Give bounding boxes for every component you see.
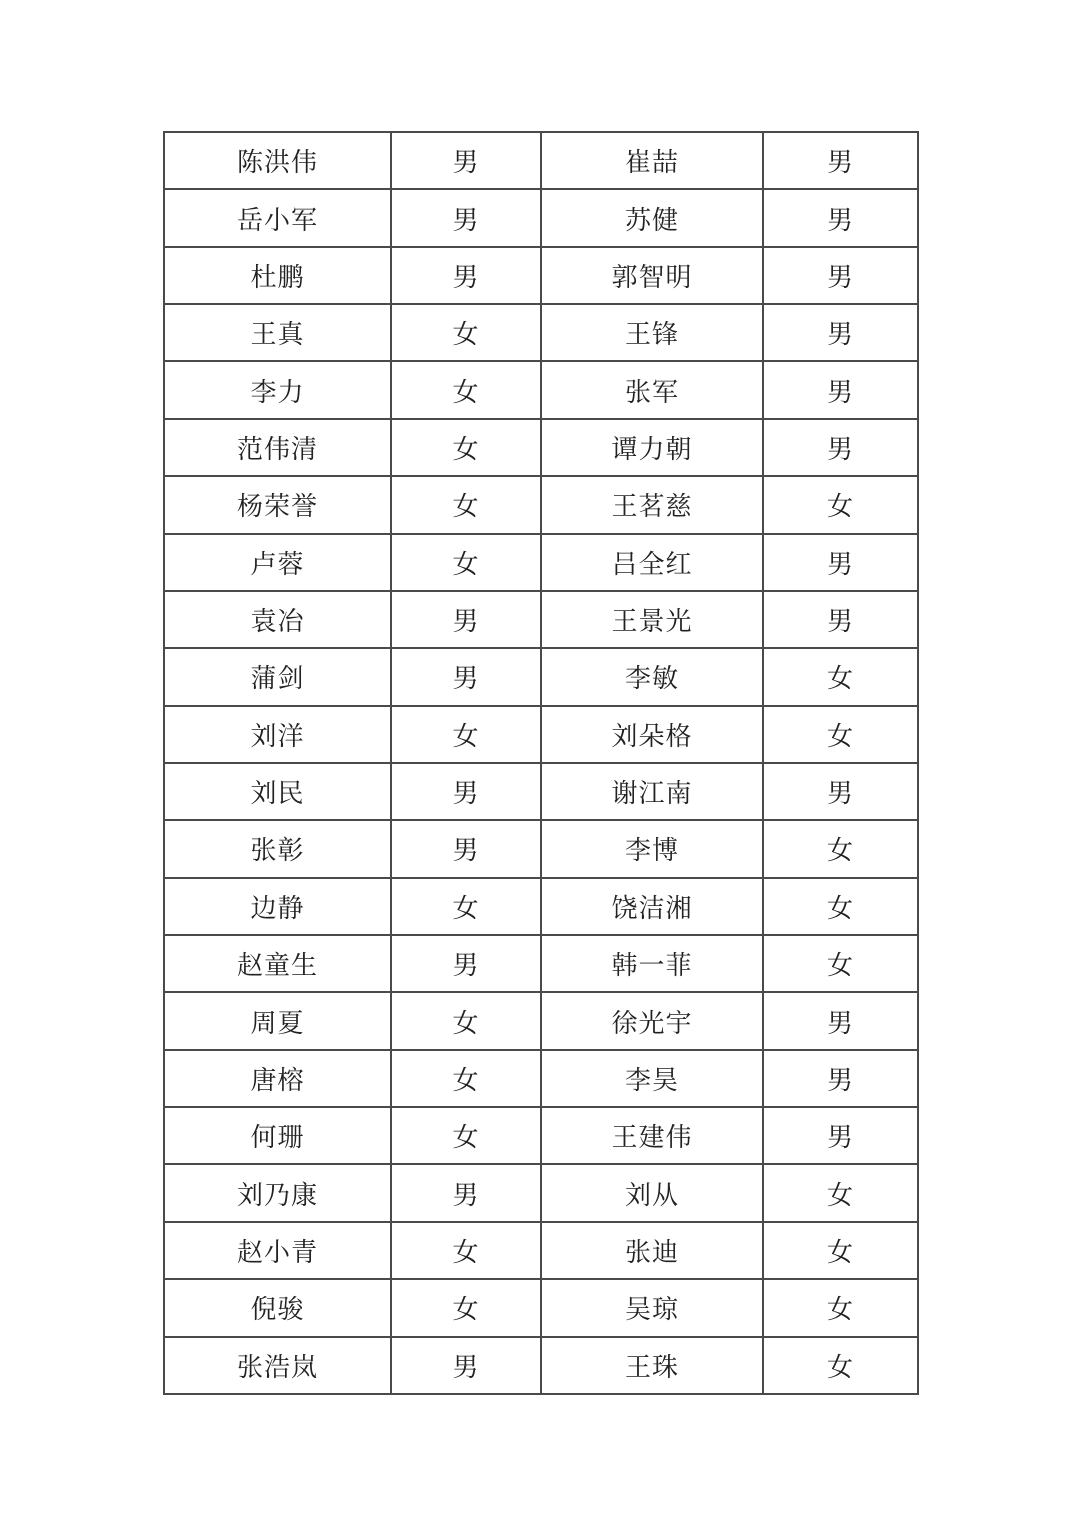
gender-cell: 男	[763, 247, 918, 304]
name-cell: 唐榕	[164, 1050, 391, 1107]
name-cell: 王真	[164, 304, 391, 361]
name-cell: 吴琼	[541, 1279, 763, 1336]
gender-cell: 男	[391, 1164, 541, 1221]
gender-cell: 女	[763, 1337, 918, 1394]
name-cell: 崔喆	[541, 132, 763, 189]
gender-cell: 男	[391, 648, 541, 705]
table-row	[164, 878, 918, 935]
name-cell: 杨荣誉	[164, 476, 391, 533]
gender-cell: 女	[391, 304, 541, 361]
gender-cell: 女	[391, 534, 541, 591]
gender-cell: 女	[763, 1279, 918, 1336]
gender-cell: 男	[763, 304, 918, 361]
name-cell: 周夏	[164, 992, 391, 1049]
gender-cell: 男	[763, 591, 918, 648]
roster-table	[163, 131, 919, 1395]
gender-cell: 女	[391, 1050, 541, 1107]
name-cell: 谭力朝	[541, 419, 763, 476]
table-row	[164, 132, 918, 189]
name-cell: 徐光宇	[541, 992, 763, 1049]
table-row	[164, 304, 918, 361]
gender-cell: 女	[391, 361, 541, 418]
name-cell: 刘朵格	[541, 706, 763, 763]
name-cell: 陈洪伟	[164, 132, 391, 189]
name-cell: 倪骏	[164, 1279, 391, 1336]
name-cell: 李昊	[541, 1050, 763, 1107]
gender-cell: 男	[763, 419, 918, 476]
table-row	[164, 763, 918, 820]
name-cell: 刘洋	[164, 706, 391, 763]
gender-cell: 女	[391, 992, 541, 1049]
table-row	[164, 1050, 918, 1107]
gender-cell: 女	[391, 419, 541, 476]
gender-cell: 男	[763, 763, 918, 820]
name-cell: 韩一菲	[541, 935, 763, 992]
name-cell: 吕全红	[541, 534, 763, 591]
roster-table-body	[164, 132, 918, 1394]
table-row	[164, 820, 918, 877]
name-cell: 饶洁湘	[541, 878, 763, 935]
table-row	[164, 1222, 918, 1279]
table-row	[164, 189, 918, 246]
gender-cell: 男	[391, 820, 541, 877]
table-row	[164, 1279, 918, 1336]
table-row	[164, 1164, 918, 1221]
gender-cell: 女	[391, 1107, 541, 1164]
gender-cell: 女	[391, 1222, 541, 1279]
gender-cell: 男	[763, 361, 918, 418]
name-cell: 刘从	[541, 1164, 763, 1221]
gender-cell: 女	[391, 476, 541, 533]
gender-cell: 女	[763, 706, 918, 763]
name-cell: 何珊	[164, 1107, 391, 1164]
table-row	[164, 591, 918, 648]
name-cell: 蒲剑	[164, 648, 391, 705]
name-cell: 张迪	[541, 1222, 763, 1279]
gender-cell: 男	[391, 935, 541, 992]
gender-cell: 女	[763, 1222, 918, 1279]
gender-cell: 男	[391, 189, 541, 246]
name-cell: 范伟清	[164, 419, 391, 476]
name-cell: 刘乃康	[164, 1164, 391, 1221]
table-row	[164, 648, 918, 705]
name-cell: 王茗慈	[541, 476, 763, 533]
name-cell: 赵小青	[164, 1222, 391, 1279]
name-cell: 袁冶	[164, 591, 391, 648]
table-row	[164, 1337, 918, 1394]
name-cell: 刘民	[164, 763, 391, 820]
gender-cell: 女	[763, 820, 918, 877]
gender-cell: 女	[763, 878, 918, 935]
name-cell: 苏健	[541, 189, 763, 246]
table-row	[164, 247, 918, 304]
name-cell: 岳小军	[164, 189, 391, 246]
gender-cell: 男	[763, 534, 918, 591]
name-cell: 卢蓉	[164, 534, 391, 591]
gender-cell: 男	[763, 189, 918, 246]
table-row	[164, 476, 918, 533]
name-cell: 边静	[164, 878, 391, 935]
gender-cell: 男	[763, 992, 918, 1049]
gender-cell: 女	[763, 648, 918, 705]
gender-cell: 女	[391, 706, 541, 763]
table-row	[164, 935, 918, 992]
gender-cell: 女	[763, 476, 918, 533]
gender-cell: 女	[391, 878, 541, 935]
gender-cell: 男	[391, 132, 541, 189]
name-cell: 王建伟	[541, 1107, 763, 1164]
gender-cell: 男	[763, 132, 918, 189]
table-row	[164, 706, 918, 763]
table-row	[164, 534, 918, 591]
name-cell: 郭智明	[541, 247, 763, 304]
name-cell: 张军	[541, 361, 763, 418]
name-cell: 赵童生	[164, 935, 391, 992]
gender-cell: 女	[763, 935, 918, 992]
name-cell: 张浩岚	[164, 1337, 391, 1394]
gender-cell: 男	[391, 591, 541, 648]
name-cell: 张彰	[164, 820, 391, 877]
name-cell: 王景光	[541, 591, 763, 648]
name-cell: 王珠	[541, 1337, 763, 1394]
gender-cell: 女	[763, 1164, 918, 1221]
name-cell: 李博	[541, 820, 763, 877]
table-row	[164, 1107, 918, 1164]
name-cell: 谢江南	[541, 763, 763, 820]
gender-cell: 男	[391, 763, 541, 820]
name-cell: 王锋	[541, 304, 763, 361]
table-row	[164, 419, 918, 476]
gender-cell: 男	[391, 1337, 541, 1394]
gender-cell: 女	[391, 1279, 541, 1336]
gender-cell: 男	[763, 1107, 918, 1164]
name-cell: 李力	[164, 361, 391, 418]
name-cell: 李敏	[541, 648, 763, 705]
table-row	[164, 361, 918, 418]
gender-cell: 男	[391, 247, 541, 304]
table-row	[164, 992, 918, 1049]
gender-cell: 男	[763, 1050, 918, 1107]
name-cell: 杜鹏	[164, 247, 391, 304]
